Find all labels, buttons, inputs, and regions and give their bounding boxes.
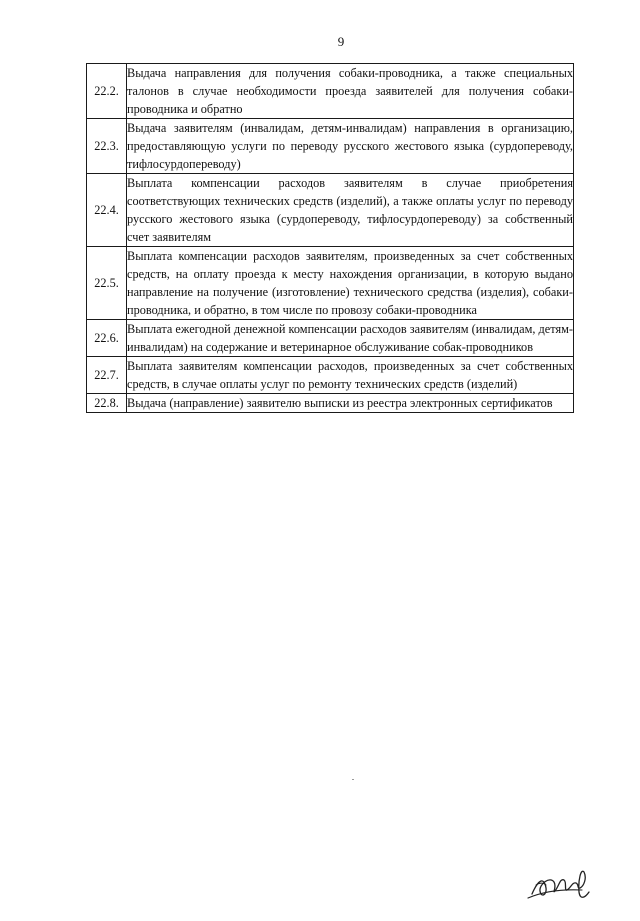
row-number: 22.3.: [87, 119, 127, 174]
table-row: [87, 320, 574, 357]
row-description: Выплата компенсации расходов заявителям, произведенных за счет собственных средств, на оплату проезда к месту нахождения организации, в которую выдано направление на получение (изготовление) технического средства (изделия), собаки-проводника, и обратно, в том числе по провозу собаки-проводника: [127, 247, 574, 320]
row-description: Выдача (направление) заявителю выписки из реестра электронных сертификатов: [127, 394, 574, 413]
table-row: [87, 247, 574, 320]
services-table: [86, 63, 574, 413]
scan-speck: [352, 779, 354, 780]
table-row: [87, 119, 574, 174]
table-row: [87, 394, 574, 413]
row-number: 22.6.: [87, 320, 127, 357]
row-number: 22.5.: [87, 247, 127, 320]
row-description: Выплата заявителям компенсации расходов, произведенных за счет собственных средств, в случае оплаты услуг по ремонту технических средств (изделий): [127, 357, 574, 394]
handwritten-signature: [524, 858, 594, 904]
row-description: Выдача направления для получения собаки-проводника, а также специальных талонов в случае необходимости проезда заявителей для получения собаки-проводника и обратно: [127, 64, 574, 119]
row-number: 22.8.: [87, 394, 127, 413]
table-row: [87, 64, 574, 119]
row-number: 22.4.: [87, 174, 127, 247]
row-description: Выплата ежегодной денежной компенсации расходов заявителям (инвалидам, детям-инвалидам) на содержание и ветеринарное обслуживание собак-проводников: [127, 320, 574, 357]
table-row: [87, 357, 574, 394]
row-number: 22.2.: [87, 64, 127, 119]
page-number: 9: [337, 34, 345, 49]
row-number: 22.7.: [87, 357, 127, 394]
row-description: Выдача заявителям (инвалидам, детям-инвалидам) направления в организацию, предоставляющую услуги по переводу русского жестового языка (сурдопереводу, тифлосурдопереводу): [127, 119, 574, 174]
table-row: [87, 174, 574, 247]
row-description: Выплата компенсации расходов заявителям в случае приобретения соответствующих технических средств (изделий), а также оплаты услуг по переводу русского жестового языка (сурдопереводу, тифлосурдопереводу) за собственный счет заявителям: [127, 174, 574, 247]
